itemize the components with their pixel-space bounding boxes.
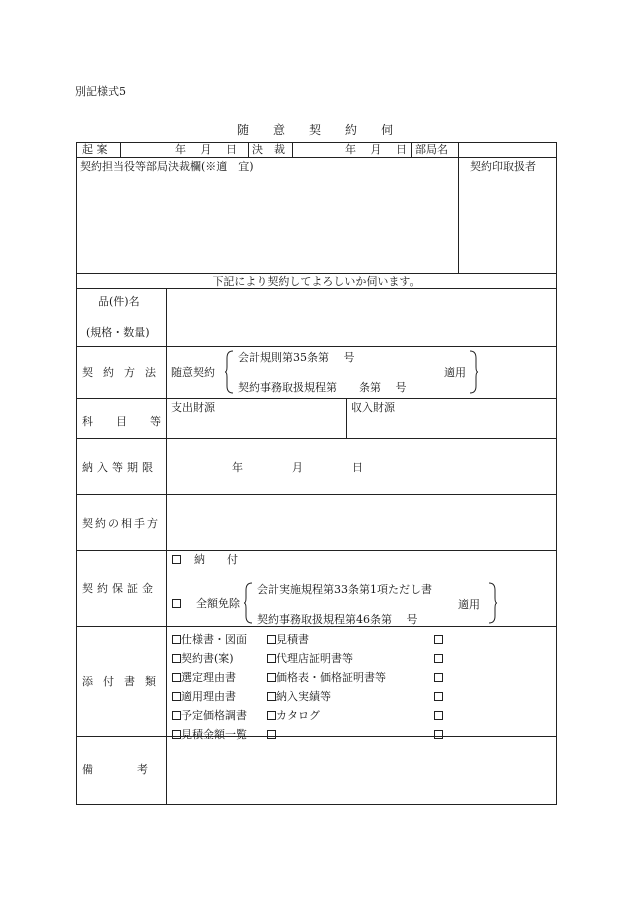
attachment-checkbox[interactable] xyxy=(267,711,276,720)
attachment-item: 仕様書・図面 xyxy=(172,630,247,649)
form-title: 随 意 契 約 伺 xyxy=(236,123,393,137)
counterparty-label: 契約の相手方 xyxy=(82,517,160,530)
guarantee-left-brace xyxy=(244,582,254,624)
item-spec-label: (規格・数量) xyxy=(86,326,150,339)
form-table xyxy=(76,142,557,805)
attachments-col2 xyxy=(267,630,386,744)
attachment-checkbox[interactable] xyxy=(267,635,276,644)
method-label: 契約方法 xyxy=(82,366,166,379)
attachment-item: 適用理由書 xyxy=(172,687,247,706)
method-rule-2: 契約事務取扱規程第 条第 号 xyxy=(238,381,407,394)
guarantee-label: 契約保証金 xyxy=(82,582,157,595)
attachment-checkbox[interactable] xyxy=(434,654,443,663)
attachment-checkbox[interactable] xyxy=(267,730,276,739)
seal-column-label: 契約印取扱者 xyxy=(470,160,536,173)
attachment-checkbox[interactable] xyxy=(172,654,181,663)
guarantee-pay: 納 付 xyxy=(194,553,238,566)
attachment-item: 見積書 xyxy=(267,630,386,649)
method-prefix: 随意契約 xyxy=(171,366,215,379)
kian-label: 起 案 xyxy=(82,143,108,156)
kian-date: 年 月 日 xyxy=(175,143,237,156)
request-text: 下記により契約してよろしいか伺います。 xyxy=(212,275,421,288)
deadline-label: 納入等期限 xyxy=(82,461,157,474)
attachment-item: 見積金額一覧 xyxy=(172,725,247,744)
method-rule-1: 会計規則第35条第 号 xyxy=(238,351,355,364)
attachments-col1 xyxy=(172,630,247,744)
attachment-item xyxy=(267,725,386,744)
guarantee-right-brace xyxy=(488,582,498,624)
guarantee-rule-1: 会計実施規程第33条第1項ただし書 xyxy=(257,583,432,596)
attachment-item: 価格表・価格証明書等 xyxy=(267,668,386,687)
attachment-item: 代理店証明書等 xyxy=(267,649,386,668)
attachment-item: 納入実績等 xyxy=(267,687,386,706)
expenditure-source: 支出財源 xyxy=(171,401,215,414)
attachment-checkbox[interactable] xyxy=(267,654,276,663)
attachment-checkbox[interactable] xyxy=(172,711,181,720)
attachment-checkbox[interactable] xyxy=(434,730,443,739)
attachments-label: 添付書類 xyxy=(82,675,166,688)
decision-column-label: 契約担当役等部局決裁欄(※適 宜) xyxy=(80,160,254,173)
item-label: 品(件)名 xyxy=(98,295,140,308)
attachment-checkbox[interactable] xyxy=(434,635,443,644)
attachment-checkbox[interactable] xyxy=(172,730,181,739)
attachment-item: 予定価格調書 xyxy=(172,706,247,725)
guarantee-exempt: 全額免除 xyxy=(196,597,240,610)
attachment-checkbox[interactable] xyxy=(434,673,443,682)
deadline-month: 月 xyxy=(292,461,303,474)
attachment-item: 契約書(案) xyxy=(172,649,247,668)
deadline-year: 年 xyxy=(232,461,243,474)
method-left-brace xyxy=(225,350,235,394)
remarks-label: 備 考 xyxy=(82,763,148,776)
checkbox-pay[interactable] xyxy=(172,555,181,564)
form-number: 別記様式5 xyxy=(75,85,126,98)
method-apply: 適用 xyxy=(444,366,466,379)
method-right-brace xyxy=(469,350,479,394)
guarantee-apply: 適用 xyxy=(458,598,480,611)
bukyoku-label: 部局名 xyxy=(415,143,448,156)
deadline-day: 日 xyxy=(352,461,363,474)
attachment-checkbox[interactable] xyxy=(434,711,443,720)
checkbox-exempt[interactable] xyxy=(172,599,181,608)
kessai-date: 年 月 日 xyxy=(345,143,407,156)
kessai-label: 決 裁 xyxy=(252,143,285,156)
guarantee-rule-2: 契約事務取扱規程第46条第 号 xyxy=(257,613,418,626)
attachment-checkbox[interactable] xyxy=(172,692,181,701)
attachment-checkbox[interactable] xyxy=(267,673,276,682)
attachment-checkbox[interactable] xyxy=(434,692,443,701)
attachment-item: 選定理由書 xyxy=(172,668,247,687)
attachments-col3 xyxy=(434,630,443,744)
attachment-checkbox[interactable] xyxy=(172,635,181,644)
revenue-source: 収入財源 xyxy=(351,401,395,414)
attachment-checkbox[interactable] xyxy=(267,692,276,701)
attachment-item: カタログ xyxy=(267,706,386,725)
attachment-checkbox[interactable] xyxy=(172,673,181,682)
subject-label: 科目等 xyxy=(82,415,184,428)
